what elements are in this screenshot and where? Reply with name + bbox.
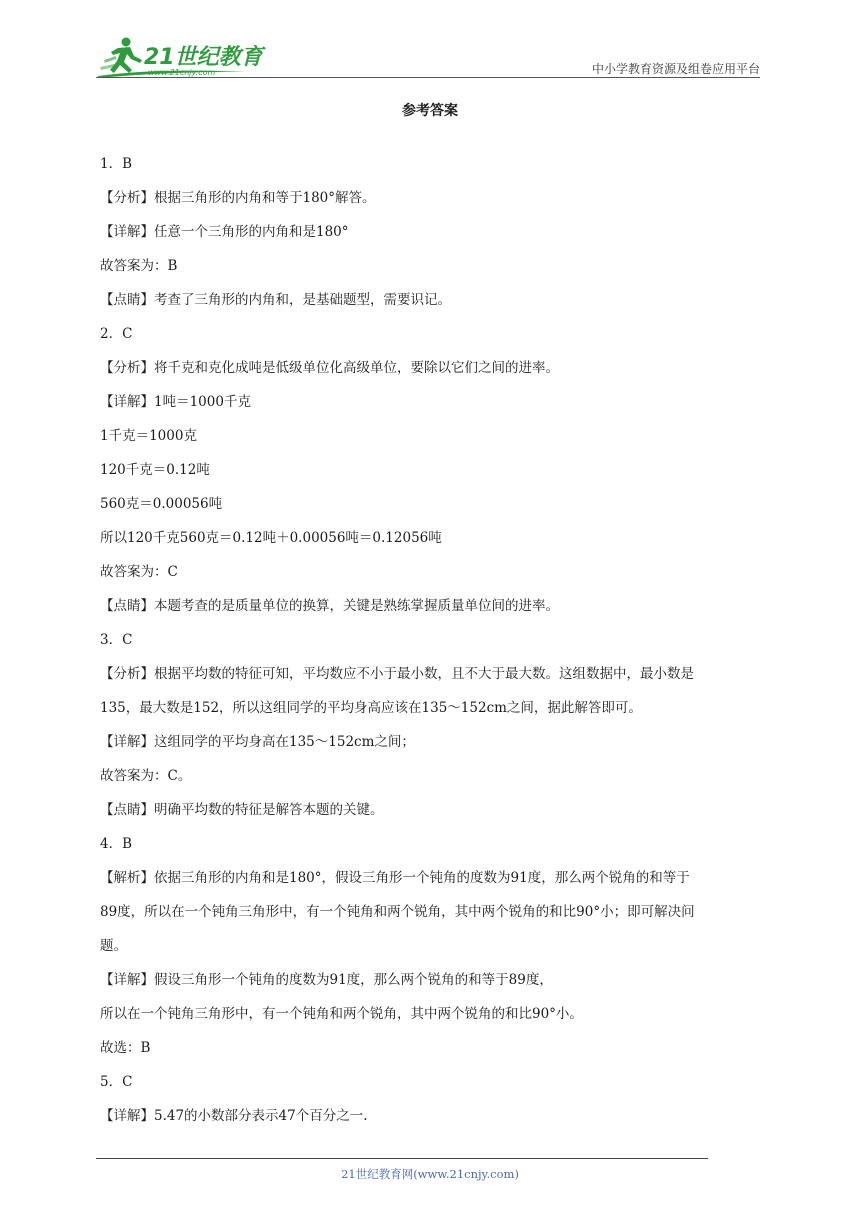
answer-line: 故答案为：B — [100, 258, 178, 274]
page-footer: 21世纪教育网(www.21cnjy.com) — [341, 1167, 519, 1181]
answer-line: 4．B — [100, 836, 133, 852]
answer-line: 【详解】任意一个三角形的内角和是180° — [100, 224, 349, 240]
answer-content — [100, 147, 764, 1133]
answer-line: 560克＝0.00056吨 — [100, 496, 223, 512]
answer-line: 【分析】根据三角形的内角和等于180°解答。 — [100, 190, 376, 206]
answer-line: 【详解】假设三角形一个钝角的度数为91度，那么两个锐角的和等于89度， — [100, 972, 553, 988]
answer-line: 1千克＝1000克 — [100, 428, 197, 444]
answer-line: 【解析】依据三角形的内角和是180°，假设三角形一个钝角的度数为91度，那么两个锐角的和等于 — [100, 870, 690, 886]
answer-line: 故选：B — [100, 1040, 151, 1056]
answer-line: 【分析】根据平均数的特征可知，平均数应不小于最小数，且不大于最大数。这组数据中，最小数是 — [100, 666, 694, 682]
page-title: 参考答案 — [402, 103, 458, 119]
logo-text: 21世纪教育 — [144, 45, 263, 70]
answer-line: 所以在一个钝角三角形中，有一个钝角和两个锐角，其中两个锐角的和比90°小。 — [100, 1006, 583, 1022]
answer-line: 【点睛】明确平均数的特征是解答本题的关键。 — [100, 802, 384, 818]
answer-line: 【分析】将千克和克化成吨是低级单位化高级单位，要除以它们之间的进率。 — [100, 360, 559, 376]
footer-divider — [96, 1158, 708, 1159]
answer-line: 135，最大数是152，所以这组同学的平均身高应该在135～152cm之间，据此解答即可。 — [100, 700, 642, 716]
answer-line: 89度，所以在一个钝角三角形中，有一个钝角和两个锐角，其中两个锐角的和比90°小；即可解决问 — [100, 904, 695, 920]
answer-line: 5．C — [100, 1074, 133, 1090]
answer-line: 2．C — [100, 326, 133, 342]
answer-line: 【点睛】考查了三角形的内角和，是基础题型，需要识记。 — [100, 292, 451, 308]
answer-line: 3．C — [100, 632, 133, 648]
header-divider — [96, 77, 760, 78]
answer-line: 【点睛】本题考查的是质量单位的换算，关键是熟练掌握质量单位间的进率。 — [100, 598, 559, 614]
answer-line: 【详解】5.47的小数部分表示47个百分之一. — [100, 1108, 368, 1124]
site-logo — [96, 34, 266, 78]
answer-line: 题。 — [100, 938, 127, 954]
answer-line: 【详解】这组同学的平均身高在135～152cm之间； — [100, 734, 415, 750]
answer-line: 1．B — [100, 156, 133, 172]
answer-line: 所以120千克560克＝0.12吨＋0.00056吨＝0.12056吨 — [100, 530, 442, 546]
logo-url: www.21cnjy.com — [148, 68, 216, 77]
answer-line: 故答案为：C。 — [100, 768, 192, 784]
answer-line: 故答案为：C — [100, 564, 178, 580]
answer-line: 120千克＝0.12吨 — [100, 462, 210, 478]
platform-name: 中小学教育资源及组卷应用平台 — [591, 62, 760, 76]
page-header — [96, 34, 760, 78]
answer-line: 【详解】1吨＝1000千克 — [100, 394, 251, 410]
